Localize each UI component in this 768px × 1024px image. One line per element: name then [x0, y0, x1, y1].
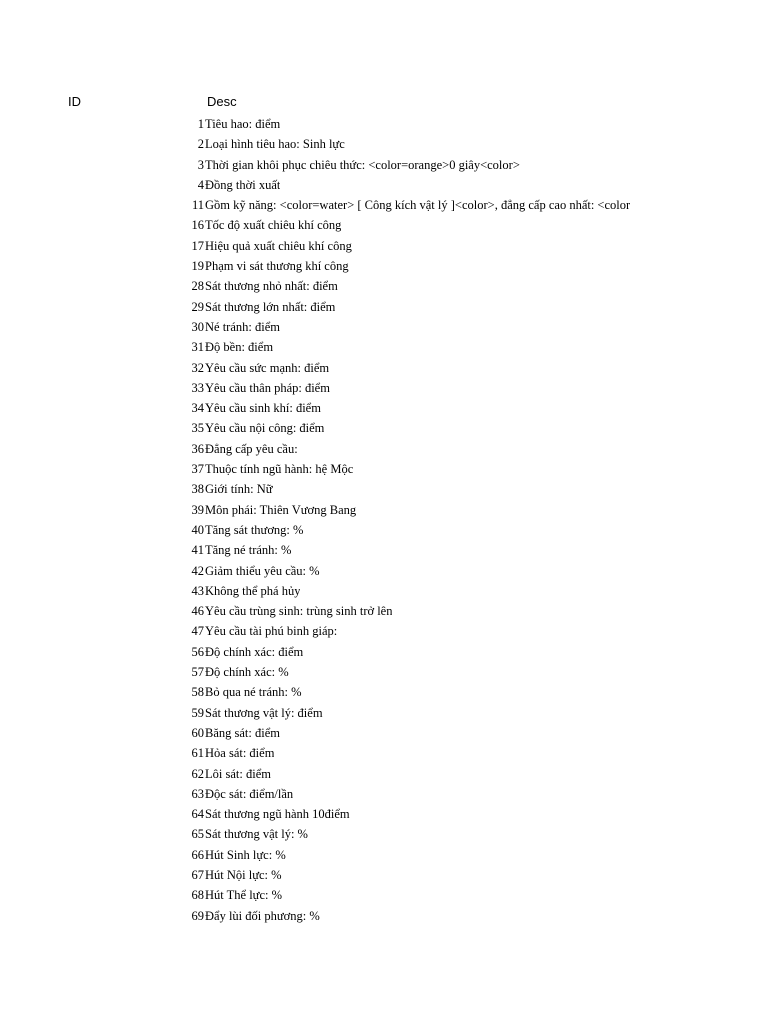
- table-row: [0, 317, 768, 337]
- row-id: 64: [191, 807, 204, 822]
- table-row: [0, 337, 768, 357]
- table-row: [0, 439, 768, 459]
- row-desc: Độc sát: điểm/lần: [205, 786, 294, 801]
- table-row: [0, 804, 768, 824]
- row-id: 57: [191, 665, 204, 680]
- table-row: [0, 418, 768, 438]
- row-desc: Né tránh: điểm: [205, 319, 280, 334]
- row-desc: Yêu cầu tài phú binh giáp:: [205, 624, 338, 639]
- row-id: 30: [191, 319, 204, 334]
- row-id: 42: [191, 563, 204, 578]
- table-row: [0, 297, 768, 317]
- table-row: [0, 134, 768, 154]
- row-desc: Sát thương lớn nhất: điểm: [205, 299, 336, 314]
- table-row: [0, 845, 768, 865]
- row-id: 46: [191, 604, 204, 619]
- row-desc: Độ chính xác: điểm: [205, 644, 304, 659]
- row-id: 66: [191, 847, 204, 862]
- row-id: 38: [191, 482, 204, 497]
- row-id: 16: [191, 218, 204, 233]
- row-desc: Giới tính: Nữ: [205, 482, 273, 497]
- table-row: [0, 520, 768, 540]
- row-desc: Yêu cầu sức mạnh: điểm: [205, 360, 330, 375]
- row-desc: Thuộc tính ngũ hành: hệ Mộc: [205, 462, 354, 477]
- table-row: [0, 906, 768, 926]
- table-row: [0, 743, 768, 763]
- row-id: 17: [191, 238, 204, 253]
- row-id: 36: [191, 441, 204, 456]
- row-id: 1: [197, 117, 204, 131]
- row-id: 69: [191, 908, 204, 923]
- table-row: [0, 195, 768, 215]
- row-id: 4: [197, 177, 204, 192]
- row-id: 34: [191, 401, 204, 416]
- row-desc: Bỏ qua né tránh: %: [205, 685, 302, 700]
- row-desc: Độ chính xác: %: [205, 665, 289, 680]
- row-desc: Tiêu hao: điểm: [205, 117, 281, 131]
- row-desc: Hỏa sát: điểm: [205, 746, 275, 761]
- row-desc: Đẳng cấp yêu cầu:: [205, 441, 298, 456]
- row-desc: Hiệu quả xuất chiêu khí công: [205, 238, 352, 253]
- row-desc: Hút Sinh lực: %: [205, 847, 286, 862]
- table-row: [0, 642, 768, 662]
- row-desc: Băng sát: điểm: [205, 725, 280, 740]
- row-desc: Yêu cầu nội công: điểm: [205, 421, 325, 436]
- row-desc: Đồng thời xuất: [205, 177, 281, 192]
- table-row: [0, 398, 768, 418]
- row-desc: Độ bền: điểm: [205, 340, 274, 355]
- row-id: 31: [191, 340, 204, 355]
- row-id: 39: [191, 502, 204, 517]
- row-desc: Yêu cầu thân pháp: điểm: [205, 380, 330, 395]
- row-id: 61: [191, 746, 204, 761]
- table-row: [0, 682, 768, 702]
- table-row: [0, 479, 768, 499]
- table-row: [0, 723, 768, 743]
- row-desc: Tốc độ xuất chiêu khí công: [205, 218, 342, 233]
- table-row: [0, 215, 768, 235]
- row-desc: Tăng né tránh: %: [205, 543, 292, 558]
- row-id: 65: [191, 827, 204, 842]
- table-row: [0, 236, 768, 256]
- row-id: 41: [191, 543, 204, 558]
- row-desc: Tăng sát thương: %: [205, 522, 304, 537]
- table-row: [0, 621, 768, 641]
- row-desc: Loại hình tiêu hao: Sinh lực: [205, 137, 345, 152]
- column-header-desc: Desc: [207, 94, 237, 109]
- table-row: [0, 764, 768, 784]
- table-row: [0, 358, 768, 378]
- row-id: 33: [191, 380, 204, 395]
- table-row: [0, 500, 768, 520]
- row-id: 47: [191, 624, 204, 639]
- table-row: [0, 561, 768, 581]
- column-header-id: ID: [68, 94, 81, 109]
- row-id: 58: [191, 685, 204, 700]
- row-desc: Gồm kỹ năng: <color=water> [ Công kích vật lý ]<color>, đẳng cấp cao nhất: <color: [205, 198, 631, 213]
- table-row: [0, 459, 768, 479]
- row-desc: Sát thương ngũ hành 10điểm: [205, 807, 350, 822]
- row-desc: Không thể phá hủy: [205, 583, 301, 598]
- row-desc: Thời gian khôi phục chiêu thức: <color=orange>0 giây<color>: [205, 157, 520, 172]
- row-id: 29: [191, 299, 204, 314]
- table-row: [0, 581, 768, 601]
- row-desc: Sát thương vật lý: điểm: [205, 705, 323, 720]
- row-desc: Sát thương nhỏ nhất: điểm: [205, 279, 338, 294]
- table-row: [0, 256, 768, 276]
- table-row: [0, 662, 768, 682]
- row-id: 32: [191, 360, 204, 375]
- row-desc: Yêu cầu trùng sinh: trùng sinh trở lên: [205, 604, 393, 619]
- row-desc: Phạm vi sát thương khí công: [205, 259, 349, 274]
- row-id: 37: [191, 462, 204, 477]
- table-row: [0, 155, 768, 175]
- row-id: 43: [191, 583, 204, 598]
- row-id: 11: [191, 198, 204, 213]
- row-id: 3: [197, 157, 204, 172]
- table-row: [0, 865, 768, 885]
- table-row: [0, 703, 768, 723]
- row-desc: Lôi sát: điểm: [205, 766, 271, 781]
- row-id: 68: [191, 888, 204, 903]
- row-desc: Môn phái: Thiên Vương Bang: [205, 502, 357, 517]
- row-id: 35: [191, 421, 204, 436]
- row-id: 63: [191, 786, 204, 801]
- row-desc: Giảm thiểu yêu cầu: %: [205, 563, 320, 578]
- row-desc: Đẩy lùi đối phương: %: [205, 908, 320, 923]
- table-row: [0, 784, 768, 804]
- row-id: 60: [191, 725, 204, 740]
- row-desc: Hút Thể lực: %: [205, 888, 283, 903]
- row-desc: Hút Nội lực: %: [205, 867, 282, 882]
- row-id: 56: [191, 644, 204, 659]
- row-id: 2: [197, 137, 204, 152]
- row-desc: Sát thương vật lý: %: [205, 827, 308, 842]
- row-id: 28: [191, 279, 204, 294]
- data-table: [0, 114, 768, 926]
- table-row: [0, 175, 768, 195]
- table-row: [0, 601, 768, 621]
- row-desc: Yêu cầu sinh khí: điểm: [205, 401, 321, 416]
- row-id: 62: [191, 766, 204, 781]
- table-row: [0, 824, 768, 844]
- row-id: 19: [191, 259, 204, 274]
- row-id: 40: [191, 522, 204, 537]
- row-id: 67: [191, 867, 204, 882]
- table-row: [0, 540, 768, 560]
- table-row: [0, 114, 768, 134]
- row-id: 59: [191, 705, 204, 720]
- table-row: [0, 276, 768, 296]
- table-row: [0, 885, 768, 905]
- table-row: [0, 378, 768, 398]
